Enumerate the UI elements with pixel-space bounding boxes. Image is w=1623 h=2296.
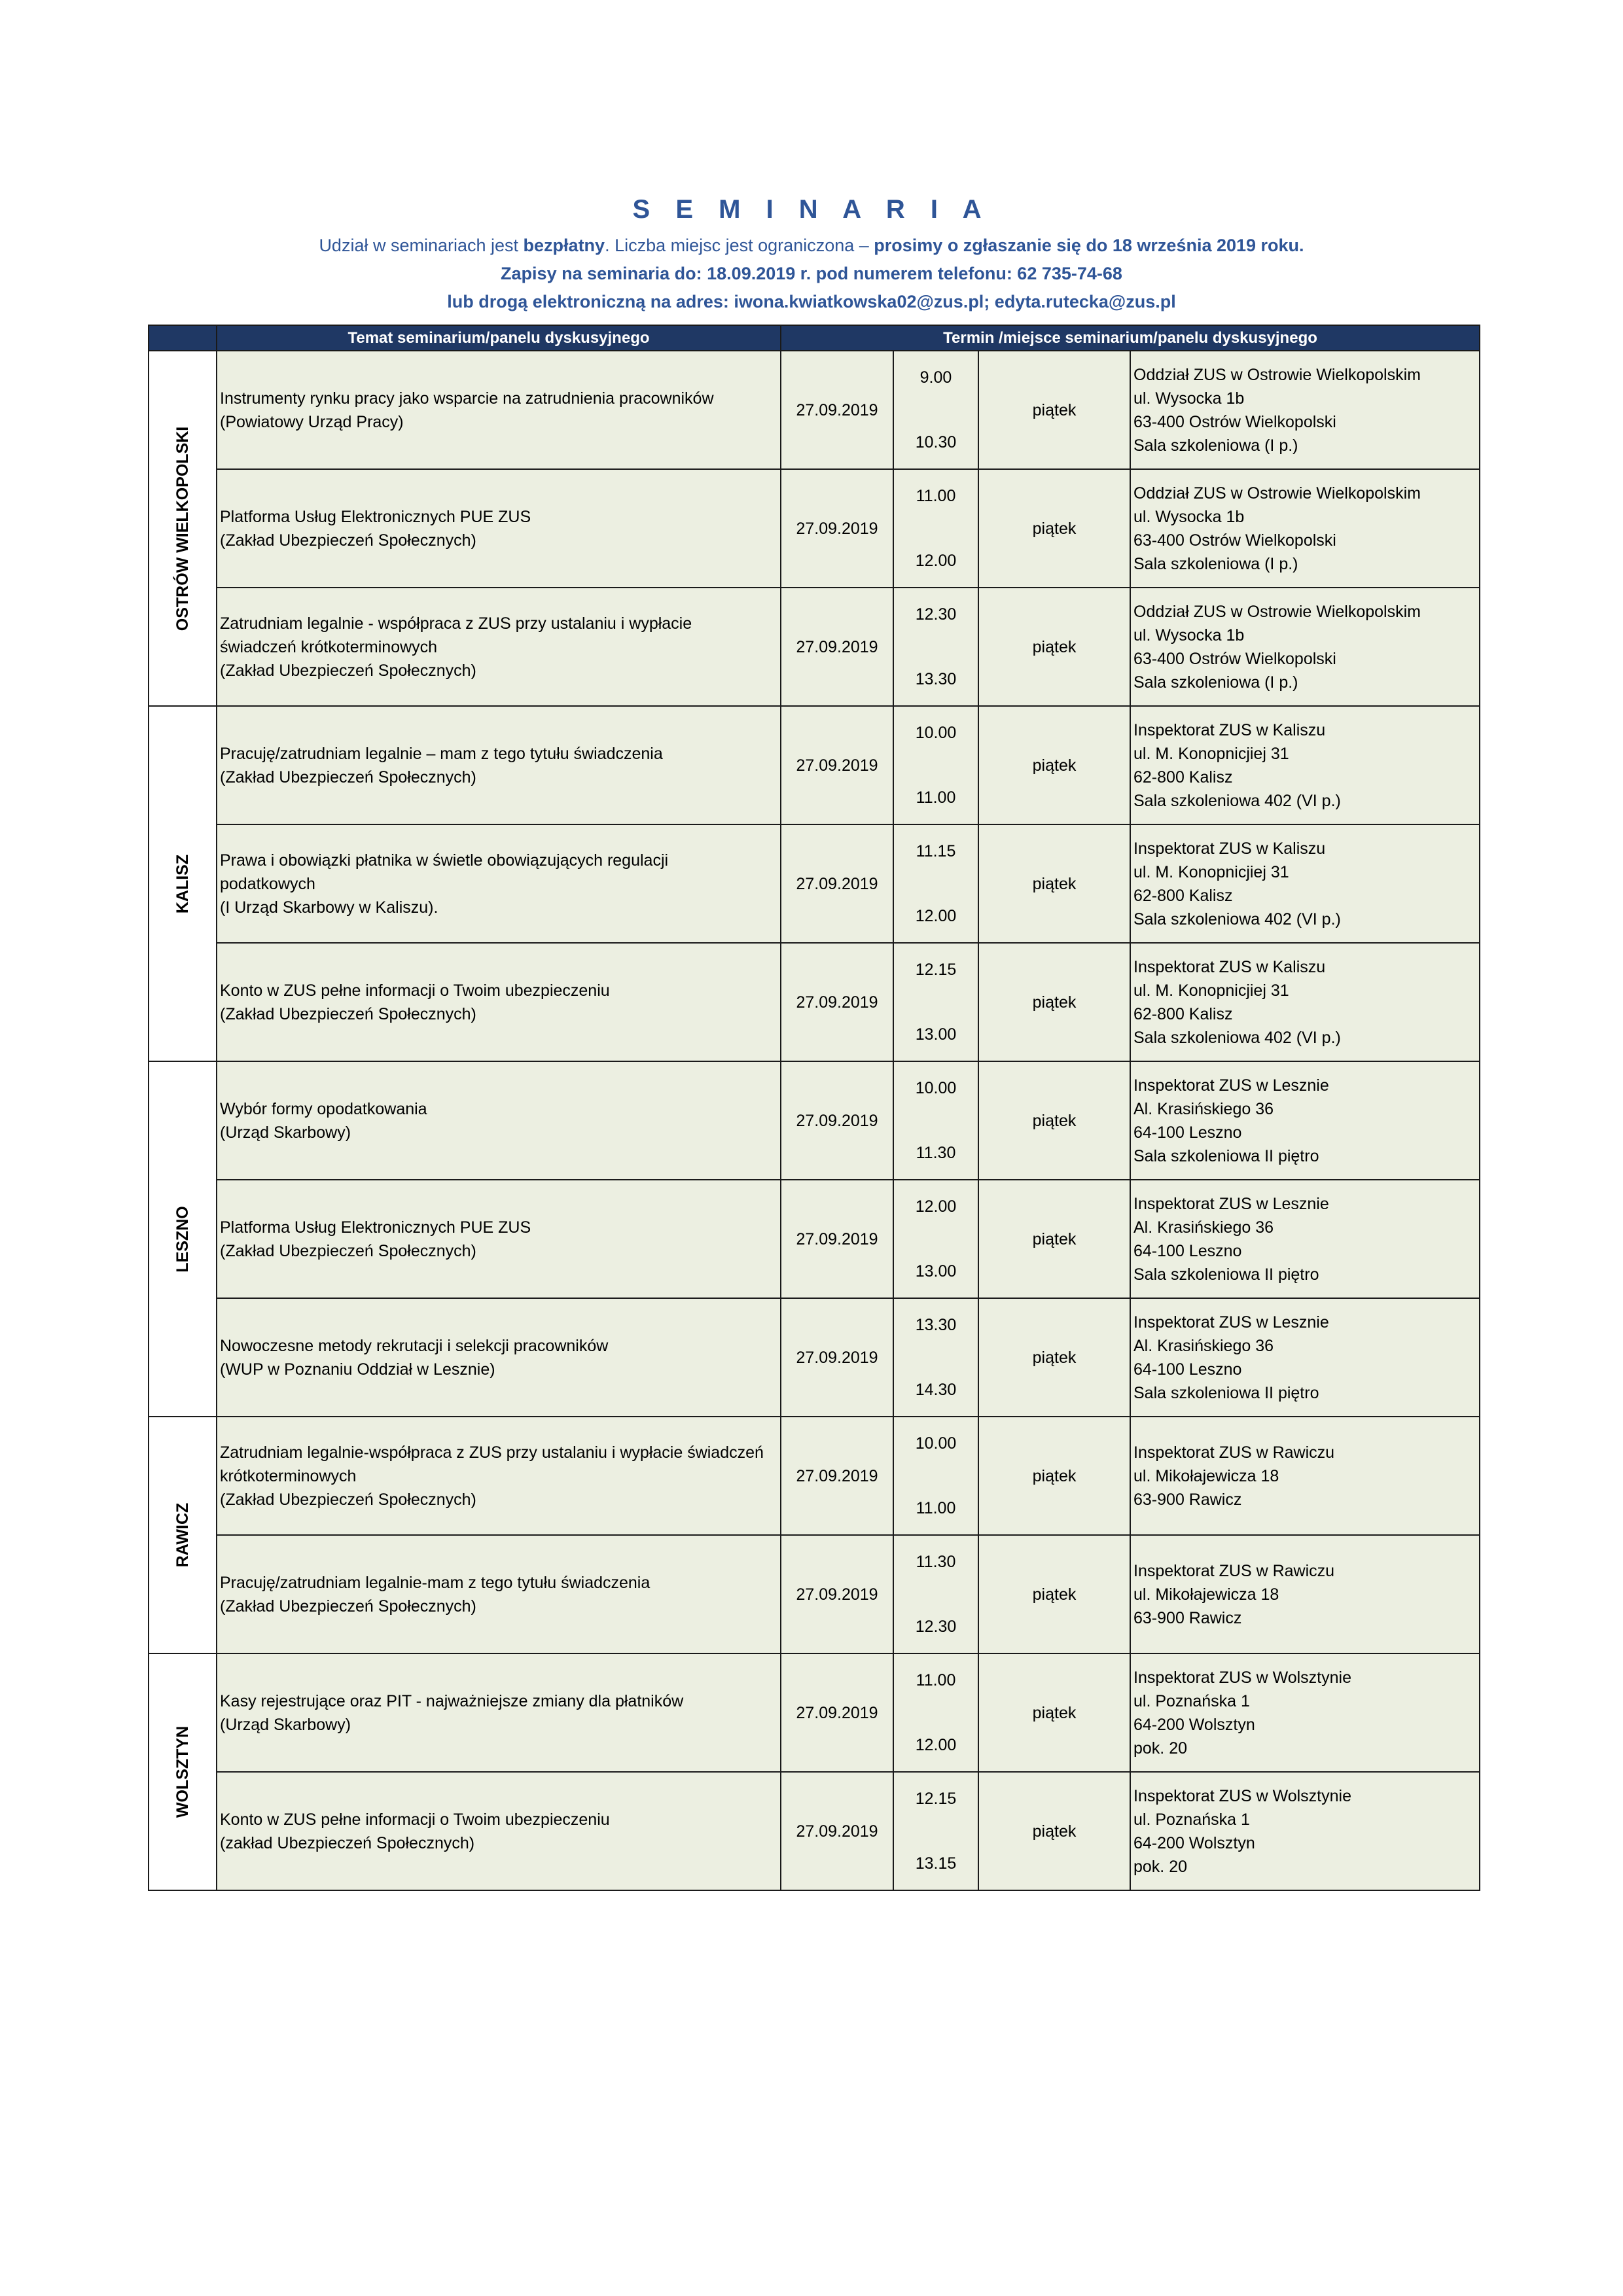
seminar-times [893, 706, 978, 824]
end-time: 10.30 [915, 433, 957, 451]
start-time: 12.15 [915, 961, 957, 979]
header-topic: Temat seminarium/panelu dyskusyjnego [217, 325, 781, 351]
seminar-place: Inspektorat ZUS w Rawiczu ul. Mikołajewicza 18 63-900 Rawicz [1130, 1535, 1480, 1653]
seminar-table [148, 325, 1480, 1891]
seminar-topic-text: Zatrudniam legalnie-współpraca z ZUS przy ustalaniu i wypłacie świadczeń krótkoterminowych (Zakład Ubezpieczeń Społecznych) [220, 1443, 764, 1509]
seminar-topic-text: Platforma Usług Elektronicznych PUE ZUS (Zakład Ubezpieczeń Społecznych) [220, 507, 531, 550]
seminar-day: piątek [978, 943, 1130, 1061]
start-time: 13.30 [915, 1316, 957, 1334]
seminar-date: 27.09.2019 [781, 1772, 893, 1890]
table-row [149, 469, 1480, 588]
start-time: 11.15 [916, 842, 956, 860]
table-row [149, 1417, 1480, 1535]
seminar-topic-text: Nowoczesne metody rekrutacji i selekcji pracowników (WUP w Poznaniu Oddział w Lesznie) [220, 1336, 609, 1379]
seminar-day: piątek [978, 351, 1130, 469]
table-row [149, 1653, 1480, 1772]
table-row [149, 1180, 1480, 1298]
seminar-place: Inspektorat ZUS w Wolsztynie ul. Poznańska 1 64-200 Wolsztyn pok. 20 [1130, 1653, 1480, 1772]
seminar-date: 27.09.2019 [781, 1417, 893, 1535]
table-row [149, 824, 1480, 943]
seminar-topic [217, 824, 781, 943]
end-time: 13.30 [915, 670, 957, 688]
seminar-times [893, 1180, 978, 1298]
seminar-topic-text: Pracuję/zatrudniam legalnie – mam z tego tytułu świadczenia (Zakład Ubezpieczeń Społecznych) [220, 744, 663, 786]
region-cell [149, 1653, 217, 1890]
seminar-day: piątek [978, 1772, 1130, 1890]
table-row [149, 1298, 1480, 1417]
seminar-topic [217, 588, 781, 706]
seminar-topic-text: Wybór formy opodatkowania (Urząd Skarbowy) [220, 1099, 427, 1142]
seminar-times [893, 1417, 978, 1535]
seminar-place: Inspektorat ZUS w Kaliszu ul. M. Konopnicjiej 31 62-800 Kalisz Sala szkoleniowa 402 (VI p.) [1130, 706, 1480, 824]
seminar-date: 27.09.2019 [781, 824, 893, 943]
start-time: 10.00 [915, 1079, 957, 1097]
end-time: 11.00 [916, 1499, 956, 1517]
seminar-topic-text: Platforma Usług Elektronicznych PUE ZUS (Zakład Ubezpieczeń Społecznych) [220, 1218, 531, 1260]
table-row [149, 588, 1480, 706]
seminar-times [893, 1772, 978, 1890]
seminar-day: piątek [978, 824, 1130, 943]
seminar-times [893, 1061, 978, 1180]
table-body [149, 351, 1480, 1890]
seminar-place: Inspektorat ZUS w Lesznie Al. Krasińskiego 36 64-100 Leszno Sala szkoleniowa II piętro [1130, 1180, 1480, 1298]
seminar-day: piątek [978, 1298, 1130, 1417]
start-time: 12.15 [915, 1790, 957, 1808]
seminar-date: 27.09.2019 [781, 1535, 893, 1653]
end-time: 14.30 [915, 1381, 957, 1399]
header-term: Termin /miejsce seminarium/panelu dyskusyjnego [781, 325, 1480, 351]
region-label: KALISZ [173, 854, 192, 913]
seminar-place: Oddział ZUS w Ostrowie Wielkopolskim ul. Wysocka 1b 63-400 Ostrów Wielkopolski Sala szkoleniowa (I p.) [1130, 588, 1480, 706]
header-corner [149, 325, 217, 351]
seminar-times [893, 943, 978, 1061]
seminar-date: 27.09.2019 [781, 943, 893, 1061]
seminar-topic [217, 943, 781, 1061]
region-label: WOLSZTYN [173, 1725, 192, 1818]
table-row [149, 351, 1480, 469]
start-time: 11.00 [916, 487, 956, 505]
start-time: 10.00 [915, 1434, 957, 1453]
end-time: 11.30 [916, 1144, 956, 1162]
region-cell [149, 706, 217, 1061]
region-cell [149, 1417, 217, 1653]
participation-info: Udział w seminariach jest bezpłatny. Liczba miejsc jest ograniczona – prosimy o zgłaszanie się do 18 września 2019 roku. [319, 236, 1304, 255]
seminar-day: piątek [978, 1061, 1130, 1180]
seminar-date: 27.09.2019 [781, 1653, 893, 1772]
seminar-place: Inspektorat ZUS w Kaliszu ul. M. Konopnicjiej 31 62-800 Kalisz Sala szkoleniowa 402 (VI p.) [1130, 824, 1480, 943]
seminar-topic-text: Kasy rejestrujące oraz PIT - najważniejsze zmiany dla płatników (Urząd Skarbowy) [220, 1691, 684, 1734]
seminar-place: Oddział ZUS w Ostrowie Wielkopolskim ul. Wysocka 1b 63-400 Ostrów Wielkopolski Sala szkoleniowa (I p.) [1130, 469, 1480, 588]
seminar-day: piątek [978, 1417, 1130, 1535]
seminar-topic [217, 706, 781, 824]
seminar-topic-text: Instrumenty rynku pracy jako wsparcie na zatrudnienia pracowników (Powiatowy Urząd Pracy) [220, 389, 714, 431]
end-time: 12.00 [915, 907, 957, 925]
seminar-times [893, 588, 978, 706]
seminar-times [893, 469, 978, 588]
table-row [149, 1061, 1480, 1180]
region-label: OSTRÓW WIELKOPOLSKI [173, 426, 192, 631]
seminar-times [893, 351, 978, 469]
start-time: 12.00 [915, 1197, 957, 1216]
end-time: 11.00 [916, 788, 956, 807]
region-label: LESZNO [173, 1205, 192, 1273]
seminar-date: 27.09.2019 [781, 1298, 893, 1417]
end-time: 13.00 [915, 1025, 957, 1044]
region-cell [149, 351, 217, 706]
seminar-topic [217, 1772, 781, 1890]
registration-phone-info: Zapisy na seminaria do: 18.09.2019 r. pod numerem telefonu: 62 735-74-68 [501, 264, 1122, 283]
seminar-topic-text: Zatrudniam legalnie - współpraca z ZUS przy ustalaniu i wypłacie świadczeń krótkoterminowych (Zakład Ubezpieczeń Społecznych) [220, 614, 692, 680]
seminar-times [893, 1535, 978, 1653]
start-time: 11.00 [916, 1671, 956, 1689]
seminar-day: piątek [978, 1535, 1130, 1653]
region-label: RAWICZ [173, 1502, 192, 1568]
seminar-date: 27.09.2019 [781, 588, 893, 706]
seminar-topic [217, 351, 781, 469]
table-header-row [149, 325, 1480, 351]
seminar-topic [217, 1417, 781, 1535]
table-row [149, 706, 1480, 824]
seminar-place: Oddział ZUS w Ostrowie Wielkopolskim ul. Wysocka 1b 63-400 Ostrów Wielkopolski Sala szkoleniowa (I p.) [1130, 351, 1480, 469]
table-row [149, 1535, 1480, 1653]
seminar-date: 27.09.2019 [781, 469, 893, 588]
end-time: 12.30 [915, 1617, 957, 1636]
seminar-place: Inspektorat ZUS w Rawiczu ul. Mikołajewicza 18 63-900 Rawicz [1130, 1417, 1480, 1535]
seminar-day: piątek [978, 706, 1130, 824]
end-time: 12.00 [915, 552, 957, 570]
start-time: 10.00 [915, 724, 957, 742]
seminar-place: Inspektorat ZUS w Kaliszu ul. M. Konopnicjiej 31 62-800 Kalisz Sala szkoleniowa 402 (VI p.) [1130, 943, 1480, 1061]
region-cell [149, 1061, 217, 1417]
seminar-day: piątek [978, 1180, 1130, 1298]
table-row [149, 943, 1480, 1061]
seminar-topic [217, 1180, 781, 1298]
seminar-topic [217, 1061, 781, 1180]
seminar-topic [217, 1535, 781, 1653]
seminar-times [893, 1653, 978, 1772]
seminar-topic-text: Pracuję/zatrudniam legalnie-mam z tego tytułu świadczenia (Zakład Ubezpieczeń Społecznych) [220, 1573, 651, 1616]
page-title: S E M I N A R I A [632, 195, 991, 224]
start-time: 11.30 [916, 1553, 956, 1571]
seminar-date: 27.09.2019 [781, 351, 893, 469]
registration-email-info: lub drogą elektroniczną na adres: iwona.kwiatkowska02@zus.pl; edyta.rutecka@zus.pl [447, 292, 1176, 311]
seminar-place: Inspektorat ZUS w Wolsztynie ul. Poznańska 1 64-200 Wolsztyn pok. 20 [1130, 1772, 1480, 1890]
seminar-date: 27.09.2019 [781, 706, 893, 824]
seminar-topic-text: Konto w ZUS pełne informacji o Twoim ubezpieczeniu (Zakład Ubezpieczeń Społecznych) [220, 981, 610, 1023]
seminar-topic-text: Konto w ZUS pełne informacji o Twoim ubezpieczeniu (zakład Ubezpieczeń Społecznych) [220, 1810, 610, 1852]
seminar-topic [217, 469, 781, 588]
seminar-times [893, 1298, 978, 1417]
end-time: 12.00 [915, 1736, 957, 1754]
seminar-date: 27.09.2019 [781, 1180, 893, 1298]
seminar-day: piątek [978, 1653, 1130, 1772]
seminar-times [893, 824, 978, 943]
seminar-day: piątek [978, 469, 1130, 588]
table-row [149, 1772, 1480, 1890]
seminar-place: Inspektorat ZUS w Lesznie Al. Krasińskiego 36 64-100 Leszno Sala szkoleniowa II piętro [1130, 1061, 1480, 1180]
start-time: 9.00 [919, 368, 952, 387]
seminar-topic [217, 1298, 781, 1417]
start-time: 12.30 [915, 605, 957, 624]
seminar-topic [217, 1653, 781, 1772]
seminar-day: piątek [978, 588, 1130, 706]
seminar-topic-text: Prawa i obowiązki płatnika w świetle obowiązujących regulacji podatkowych (I Urząd Skarbowy w Kaliszu). [220, 851, 669, 917]
end-time: 13.00 [915, 1262, 957, 1280]
seminar-date: 27.09.2019 [781, 1061, 893, 1180]
seminar-place: Inspektorat ZUS w Lesznie Al. Krasińskiego 36 64-100 Leszno Sala szkoleniowa II piętro [1130, 1298, 1480, 1417]
end-time: 13.15 [915, 1854, 957, 1873]
